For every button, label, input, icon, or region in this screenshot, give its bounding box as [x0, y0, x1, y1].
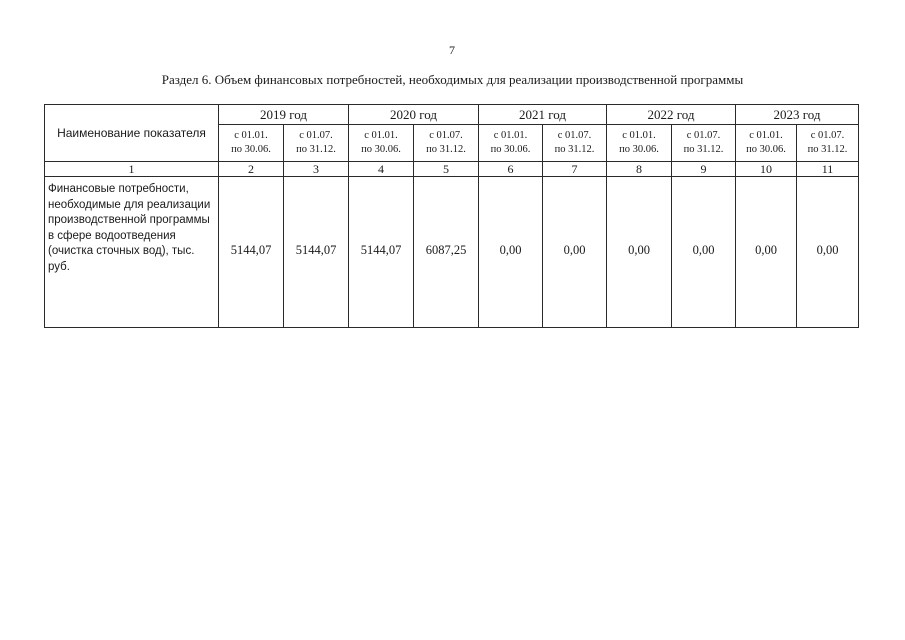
column-number: 9 — [672, 162, 736, 177]
column-number: 6 — [479, 162, 543, 177]
column-number: 8 — [607, 162, 672, 177]
value-cell: 5144,07 — [284, 177, 349, 328]
period-to: по 30.06. — [490, 144, 531, 155]
period-to: по 30.06. — [619, 144, 659, 155]
column-number: 11 — [797, 162, 859, 177]
year-header-2020: 2020 год — [349, 105, 479, 125]
value-cell: 5144,07 — [349, 177, 414, 328]
period-from: с 01.01. — [622, 130, 656, 141]
name-column-header: Наименование показателя — [45, 105, 219, 162]
financial-needs-table — [44, 104, 859, 328]
period-to: по 31.12. — [554, 144, 595, 155]
value-cell: 0,00 — [607, 177, 672, 328]
column-number: 4 — [349, 162, 414, 177]
period-header-h2 — [414, 125, 479, 162]
page-number: 7 — [449, 43, 455, 57]
period-from: с 01.01. — [364, 130, 398, 141]
period-to: по 30.06. — [746, 144, 786, 155]
period-from: с 01.07. — [557, 130, 592, 141]
column-number: 1 — [45, 162, 219, 177]
value-cell: 5144,07 — [219, 177, 284, 328]
period-to: по 30.06. — [361, 144, 401, 155]
year-header-2021: 2021 год — [479, 105, 607, 125]
period-header-h1 — [479, 125, 543, 162]
period-header-h2 — [672, 125, 736, 162]
period-header-h2 — [797, 125, 859, 162]
value-cell: 0,00 — [479, 177, 543, 328]
period-from: с 01.01. — [234, 130, 268, 141]
column-number: 10 — [736, 162, 797, 177]
column-number: 3 — [284, 162, 349, 177]
period-header-h2 — [284, 125, 349, 162]
period-header-h1 — [607, 125, 672, 162]
period-to: по 30.06. — [231, 144, 271, 155]
period-to: по 31.12. — [683, 144, 724, 155]
section-title: Раздел 6. Объем финансовых потребностей, необходимых для реализации производственной программы — [161, 72, 744, 87]
value-cell: 0,00 — [672, 177, 736, 328]
period-header-h1 — [219, 125, 284, 162]
year-header-2022: 2022 год — [607, 105, 736, 125]
table-row — [45, 177, 859, 328]
value-cell: 0,00 — [543, 177, 607, 328]
value-cell: 6087,25 — [414, 177, 479, 328]
period-from: с 01.07. — [299, 130, 333, 141]
period-to: по 31.12. — [426, 144, 466, 155]
year-header-2023: 2023 год — [736, 105, 859, 125]
value-cell: 0,00 — [736, 177, 797, 328]
period-header-h1 — [736, 125, 797, 162]
column-number: 7 — [543, 162, 607, 177]
period-to: по 31.12. — [807, 144, 848, 155]
column-number: 5 — [414, 162, 479, 177]
year-header-2019: 2019 год — [219, 105, 349, 125]
period-from: с 01.07. — [810, 130, 845, 141]
period-from: с 01.01. — [493, 130, 528, 141]
period-to: по 31.12. — [296, 144, 336, 155]
period-from: с 01.07. — [686, 130, 721, 141]
period-from: с 01.07. — [429, 130, 463, 141]
row-label: Финансовые потребности, необходимые для реализации производственной программы в сфере водоотведения (очистка сточных вод), тыс. руб. — [45, 177, 219, 328]
column-number: 2 — [219, 162, 284, 177]
period-from: с 01.01. — [749, 130, 783, 141]
value-cell: 0,00 — [797, 177, 859, 328]
period-header-h2 — [543, 125, 607, 162]
period-header-h1 — [349, 125, 414, 162]
